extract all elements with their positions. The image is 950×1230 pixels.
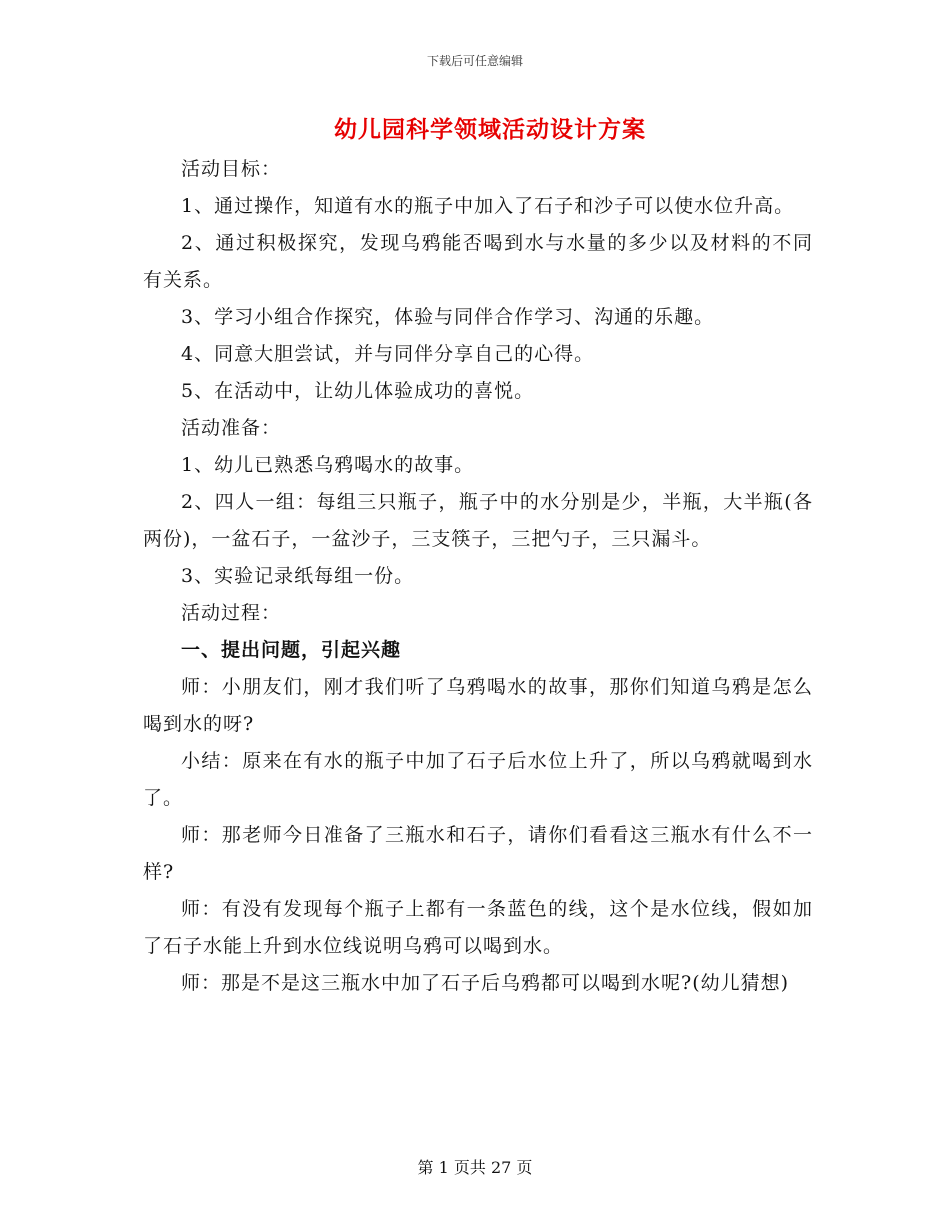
paragraph: 活动目标： — [181, 158, 282, 180]
paragraph: 师：有没有发现每个瓶子上都有一条蓝色的线，这个是水位线，假如加了石子水能上升到水位线说明乌鸦可以喝到水。 — [143, 898, 813, 957]
document-body — [143, 151, 813, 1002]
paragraph: 3、实验记录纸每组一份。 — [181, 565, 415, 587]
page-footer: 第 1 页共 27 页 — [417, 1158, 533, 1177]
paragraph: 师：小朋友们，刚才我们听了乌鸦喝水的故事，那你们知道乌鸦是怎么喝到水的呀? — [143, 676, 813, 735]
paragraph: 师：那老师今日准备了三瓶水和石子，请你们看看这三瓶水有什么不一样? — [143, 824, 813, 883]
paragraph: 2、通过积极探究，发现乌鸦能否喝到水与水量的多少以及材料的不同有关系。 — [143, 232, 813, 291]
paragraph: 3、学习小组合作探究，体验与同伴合作学习、沟通的乐趣。 — [181, 306, 715, 328]
paragraph: 1、通过操作，知道有水的瓶子中加入了石子和沙子可以使水位升高。 — [181, 195, 795, 217]
paragraph: 2、四人一组：每组三只瓶子，瓶子中的水分别是少，半瓶，大半瓶(各两份)，一盆石子，一盆沙子，三支筷子，三把勺子，三只漏斗。 — [143, 491, 813, 550]
page-header: 下载后可任意编辑 — [426, 54, 523, 68]
paragraph: 师：那是不是这三瓶水中加了石子后乌鸦都可以喝到水呢?(幼儿猜想) — [181, 972, 790, 994]
paragraph: 4、同意大胆尝试，并与同伴分享自己的心得。 — [181, 343, 595, 365]
paragraph: 活动准备： — [181, 417, 282, 439]
paragraph: 小结：原来在有水的瓶子中加了石子后水位上升了，所以乌鸦就喝到水了。 — [143, 750, 813, 809]
paragraph: 活动过程： — [181, 602, 282, 624]
paragraph: 5、在活动中，让幼儿体验成功的喜悦。 — [181, 380, 535, 402]
paragraph: 1、幼儿已熟悉乌鸦喝水的故事。 — [181, 454, 475, 476]
section-heading: 一、提出问题，引起兴趣 — [181, 639, 402, 661]
document-title: 幼儿园科学领域活动设计方案 — [334, 116, 646, 143]
